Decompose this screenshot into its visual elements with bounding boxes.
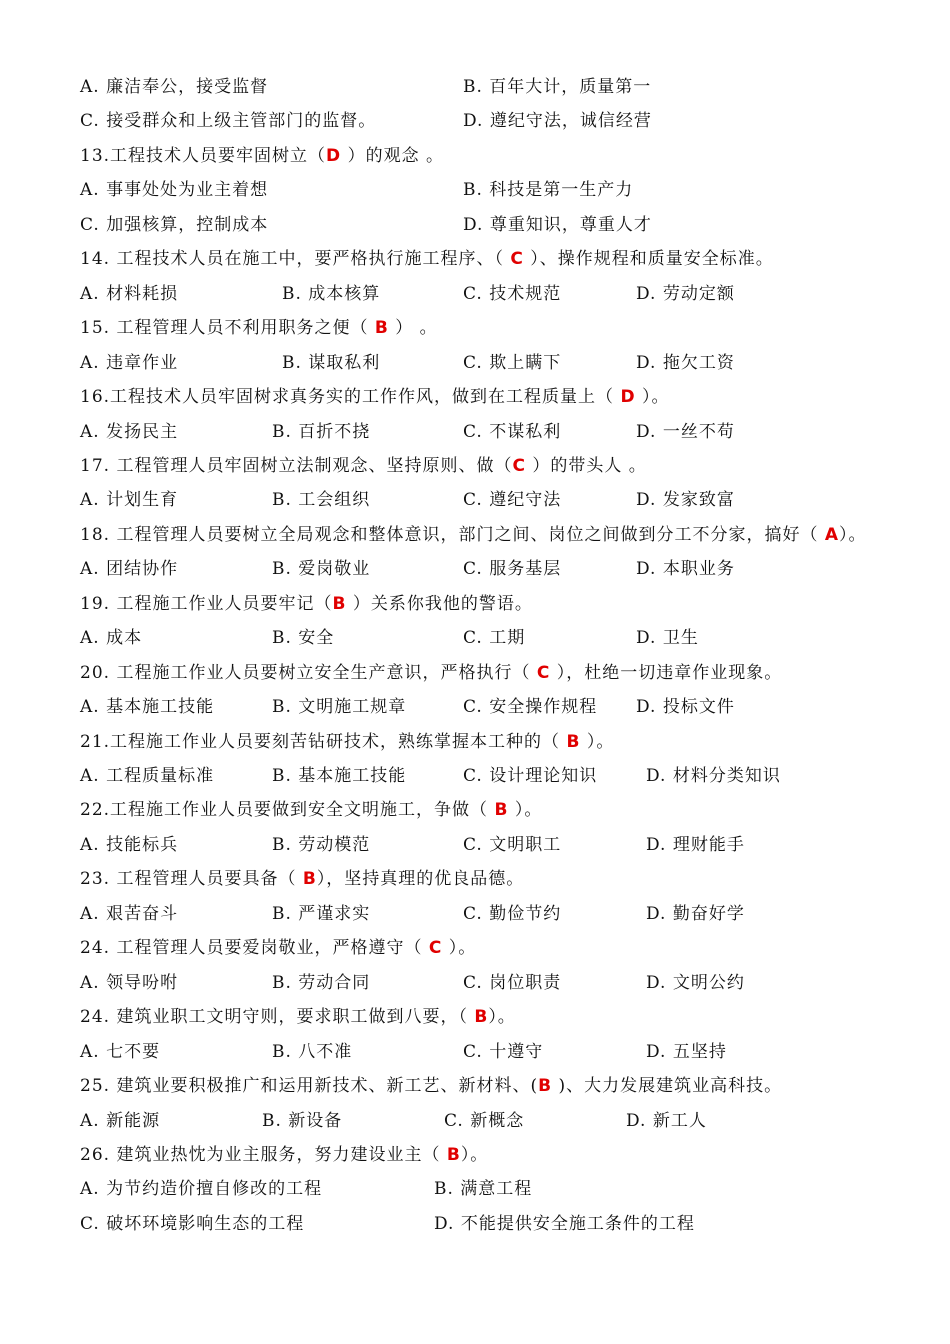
- question-text-tail: ）、操作规程和质量安全标准。: [523, 249, 774, 270]
- option-D: D. 卫生: [636, 628, 699, 649]
- option-A: A. 艰苦奋斗: [80, 903, 179, 924]
- question-text: 18. 工程管理人员要树立全局观念和整体意识，部门之间、岗位之间做到分工不分家，搞好（: [80, 524, 825, 545]
- question-line: [80, 727, 614, 757]
- question-text: 13.工程技术人员要牢固树立（: [80, 145, 327, 166]
- question-text: 25. 建筑业要积极推广和运用新技术、新工艺、新材料、(: [80, 1076, 539, 1097]
- option-D: D. 勤奋好学: [646, 903, 745, 924]
- question-line: [80, 141, 444, 171]
- answer-letter: B: [374, 318, 389, 339]
- answer-letter: B: [332, 593, 347, 614]
- question-text-tail: ）的观念 。: [341, 145, 444, 166]
- option-B: B. 严谨求实: [272, 903, 371, 924]
- option-B: B. 劳动合同: [272, 972, 371, 993]
- option-A: C. 接受群众和上级主管部门的监督。: [80, 111, 377, 132]
- answer-letter: B: [302, 869, 317, 890]
- option-B: D. 尊重知识，尊重人才: [463, 214, 652, 235]
- question-text: 17. 工程管理人员牢固树立法制观念、坚持原则、做（: [80, 455, 513, 476]
- option-D: D. 一丝不苟: [636, 421, 735, 442]
- option-B: B. 工会组织: [272, 490, 371, 511]
- option-C: C. 安全操作规程: [463, 697, 598, 718]
- question-text-tail: ）。: [460, 1144, 489, 1165]
- question-text: 23. 工程管理人员要具备（: [80, 869, 303, 890]
- option-A: A. 材料耗损: [80, 283, 179, 304]
- option-C: C. 新概念: [444, 1110, 525, 1131]
- option-D: D. 新工人: [626, 1110, 707, 1131]
- option-A: C. 破坏环境影响生态的工程: [80, 1213, 305, 1234]
- answer-letter: B: [538, 1076, 553, 1097]
- option-D: D. 劳动定额: [636, 283, 735, 304]
- question-text: 24. 建筑业职工文明守则，要求职工做到八要，（: [80, 1007, 475, 1028]
- option-D: D. 材料分类知识: [646, 766, 781, 786]
- option-B: B. 谋取私利: [282, 352, 381, 373]
- option-B: B. 文明施工规章: [272, 697, 407, 718]
- question-text-tail: ）。: [580, 731, 615, 752]
- option-A: A. 团结协作: [80, 559, 179, 580]
- question-text: 16.工程技术人员牢固树求真务实的工作作风，做到在工程质量上（: [80, 387, 621, 408]
- option-B: D. 不能提供安全施工条件的工程: [434, 1213, 695, 1234]
- option-B: B. 满意工程: [434, 1179, 533, 1200]
- option-D: D. 投标文件: [636, 697, 735, 718]
- option-A: A. 技能标兵: [80, 834, 179, 855]
- question-text-tail: ），杜绝一切违章作业现象。: [550, 662, 783, 683]
- question-line: [80, 451, 647, 481]
- question-text: 20. 工程施工作业人员要树立安全生产意识，严格执行（: [80, 662, 537, 683]
- question-line: [80, 520, 867, 550]
- option-C: C. 技术规范: [463, 283, 562, 304]
- option-A: A. 计划生育: [80, 490, 179, 511]
- option-A: A. 发扬民主: [80, 421, 179, 442]
- question-text-tail: ）。: [442, 938, 477, 959]
- question-line: [80, 933, 476, 963]
- question-line: [80, 313, 438, 343]
- option-D: D. 文明公约: [646, 972, 745, 993]
- option-B: B. 百年大计，质量第一: [463, 77, 652, 97]
- option-B: B. 百折不挠: [272, 421, 371, 442]
- option-C: C. 遵纪守法: [463, 490, 562, 511]
- option-D: D. 发家致富: [636, 490, 735, 511]
- question-text: 22.工程施工作业人员要做到安全文明施工，争做（: [80, 800, 495, 821]
- question-text-tail: ）。: [488, 1007, 516, 1028]
- question-text-tail: ）。: [508, 800, 543, 821]
- option-D: D. 拖欠工资: [636, 352, 735, 373]
- option-A: A. 七不要: [80, 1041, 161, 1062]
- question-line: [80, 1002, 516, 1032]
- option-C: C. 十遵守: [463, 1041, 544, 1062]
- question-text-tail: ），坚持真理的优良品德。: [316, 869, 525, 890]
- question-text-tail: ）的带头人 。: [525, 455, 647, 476]
- option-A: C. 加强核算，控制成本: [80, 214, 269, 235]
- option-B: B. 安全: [272, 628, 335, 649]
- question-text-tail: ）关系你我他的警语。: [346, 593, 533, 614]
- option-C: C. 设计理论知识: [463, 766, 598, 786]
- option-A: A. 违章作业: [80, 352, 179, 373]
- answer-letter: C: [428, 938, 443, 959]
- option-A: A. 成本: [80, 628, 143, 649]
- question-text: 21.工程施工作业人员要刻苦钻研技术，熟练掌握本工种的（: [80, 731, 567, 752]
- option-A: A. 新能源: [80, 1110, 161, 1131]
- question-line: [80, 589, 533, 619]
- option-A: A. 领导吩咐: [80, 972, 179, 993]
- option-D: D. 五坚持: [646, 1041, 727, 1062]
- option-B: B. 爱岗敬业: [272, 559, 371, 580]
- option-C: C. 文明职工: [463, 834, 562, 855]
- question-text-tail: )、大力发展建筑业高科技。: [552, 1076, 783, 1097]
- option-A: A. 为节约造价擅自修改的工程: [80, 1179, 323, 1200]
- question-text: 26. 建筑业热忱为业主服务，努力建设业主（: [80, 1144, 447, 1165]
- option-C: C. 欺上瞒下: [463, 352, 562, 373]
- option-A: A. 廉洁奉公，接受监督: [80, 77, 269, 97]
- question-text: 14. 工程技术人员在施工中，要严格执行施工程序、（: [80, 249, 511, 270]
- question-line: [80, 1071, 782, 1101]
- option-A: A. 事事处处为业主着想: [80, 180, 269, 201]
- question-line: [80, 658, 782, 688]
- question-text-tail: ）。: [635, 387, 670, 408]
- option-B: B. 科技是第一生产力: [463, 180, 634, 201]
- answer-letter: A: [824, 524, 840, 545]
- question-line: [80, 795, 542, 825]
- option-C: C. 勤俭节约: [463, 903, 562, 924]
- answer-letter: C: [510, 249, 524, 270]
- option-D: D. 理财能手: [646, 834, 745, 855]
- question-text: 24. 工程管理人员要爱岗敬业，严格遵守（: [80, 938, 429, 959]
- question-line: [80, 244, 774, 274]
- option-B: B. 八不准: [272, 1041, 353, 1062]
- question-line: [80, 382, 669, 412]
- answer-letter: B: [474, 1007, 489, 1028]
- answer-letter: B: [566, 731, 581, 752]
- option-A: A. 基本施工技能: [80, 697, 215, 718]
- answer-letter: B: [494, 800, 509, 821]
- answer-letter: B: [446, 1144, 461, 1165]
- option-C: C. 岗位职责: [463, 972, 562, 993]
- option-C: C. 不谋私利: [463, 421, 562, 442]
- option-B: D. 遵纪守法，诚信经营: [463, 111, 652, 132]
- answer-letter: D: [620, 387, 636, 408]
- question-line: [80, 1140, 488, 1170]
- option-D: D. 本职业务: [636, 559, 735, 580]
- option-C: C. 工期: [463, 628, 526, 649]
- option-B: B. 新设备: [262, 1110, 343, 1131]
- question-text: 15. 工程管理人员不利用职务之便（: [80, 318, 375, 339]
- option-B: B. 劳动模范: [272, 834, 371, 855]
- option-B: B. 基本施工技能: [272, 766, 407, 786]
- answer-letter: C: [536, 662, 551, 683]
- option-B: B. 成本核算: [282, 283, 381, 304]
- question-text-tail: ） 。: [388, 318, 438, 339]
- answer-letter: C: [512, 455, 526, 476]
- question-text: 19. 工程施工作业人员要牢记（: [80, 593, 333, 614]
- answer-letter: D: [326, 145, 342, 166]
- option-C: C. 服务基层: [463, 559, 562, 580]
- question-line: [80, 864, 524, 894]
- option-A: A. 工程质量标准: [80, 766, 215, 786]
- question-text-tail: ）。: [839, 524, 867, 545]
